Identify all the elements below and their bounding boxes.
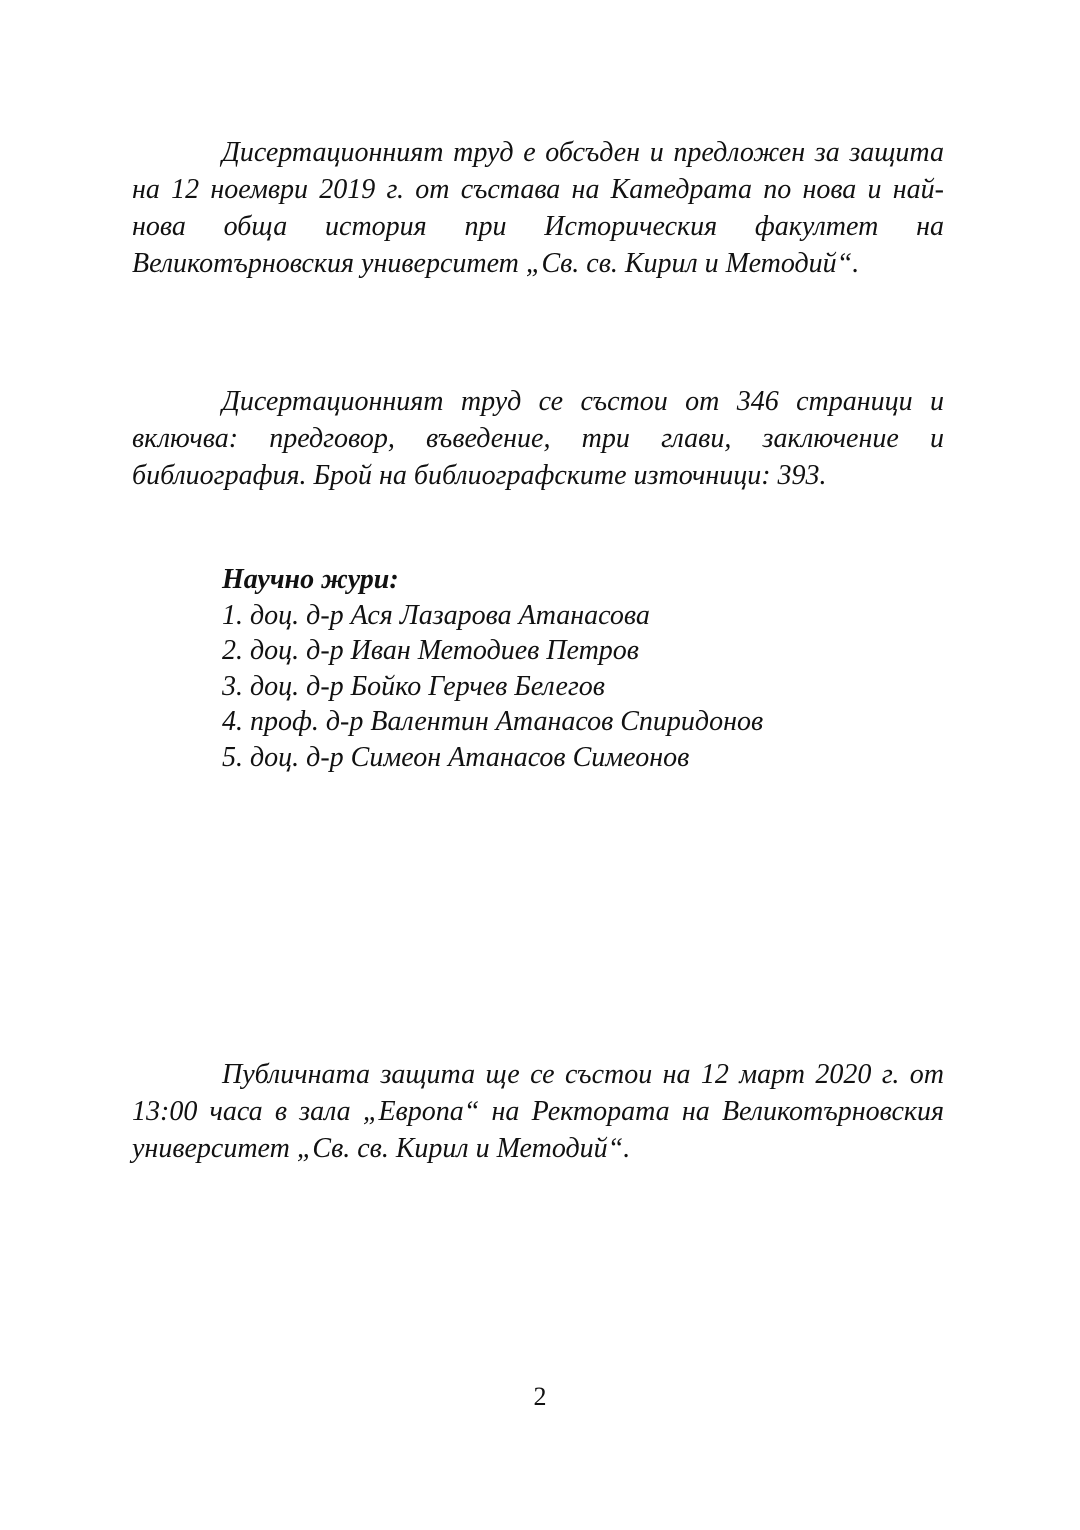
jury-title: Научно жури:: [222, 564, 399, 595]
paragraph-public-defense: Публичната защита ще се състои на 12 март 2020 г. от 13:00 часа в зала „Европа“ на Ректората на Великотърновския университет „Св. св. Кирил и Методий“.: [132, 1059, 944, 1164]
jury-member: 3. доц. д-р Бойко Герчев Белегов: [222, 670, 605, 702]
jury-member: 2. доц. д-р Иван Методиев Петров: [222, 635, 639, 666]
page-number: 2: [533, 1382, 547, 1411]
paragraph-dissertation-structure: Дисертационният труд се състои от 346 страници и включва: предговор, въведение, три глави, заключение и библиография. Брой на библиографските източници: 393.: [132, 386, 944, 491]
jury-member: 5. доц. д-р Симеон Атанасов Симеонов: [222, 741, 690, 773]
scientific-jury: [222, 562, 763, 775]
jury-member: 1. доц. д-р Ася Лазарова Атанасова: [222, 599, 650, 631]
jury-member: 4. проф. д-р Валентин Атанасов Спиридонов: [222, 706, 764, 737]
jury-member-list: [222, 598, 763, 776]
paragraph-defense-discussion: Дисертационният труд е обсъден и предложен за защита на 12 ноември 2019 г. от състава на Катедрата по нова и най-нова обща история при Историческия факултет на Великотърновския университет „Св. св. Кирил и Методий“.: [132, 137, 944, 279]
